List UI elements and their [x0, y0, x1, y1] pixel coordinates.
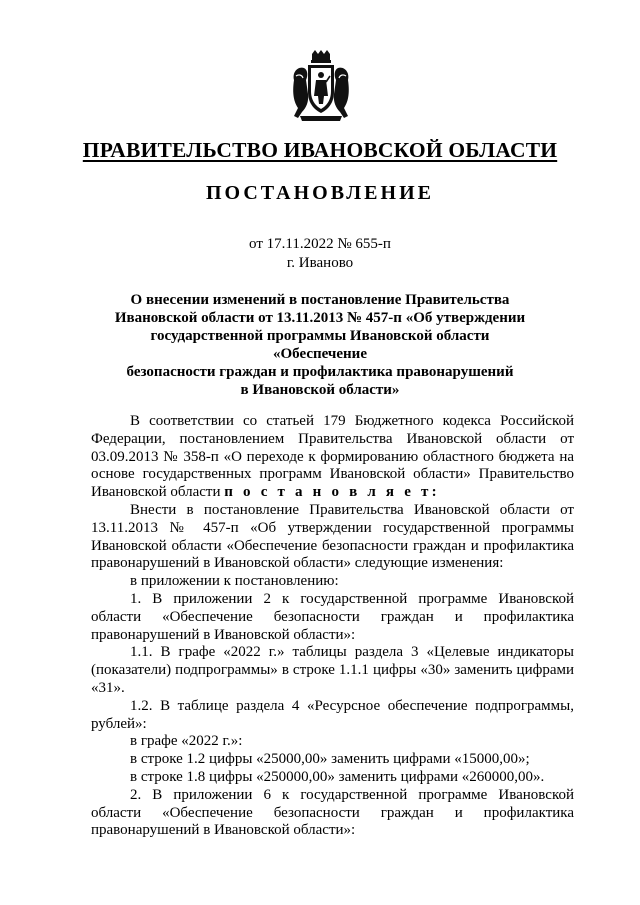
- body-paragraph: в приложении к постановлению:: [130, 573, 339, 590]
- preamble-text: В соответствии со статьей 179 Бюджетного кодекса Российской Федерации, постановлением Правительства Ивановской области от 03.09.2013 № 358-п «О переходе к формированию областного бюджета на основе государственных программ Ивановской области» Правительство Ивановской области: [91, 413, 574, 501]
- document-body: [91, 413, 574, 840]
- preamble-paragraph: [91, 413, 574, 502]
- subject-line: государственной программы Ивановской области «Обеспечение: [150, 328, 490, 362]
- document-city: г. Иваново: [286, 255, 354, 271]
- subject-line: в Ивановской области»: [240, 382, 400, 398]
- body-paragraph: в графе «2022 г.»:: [130, 733, 243, 750]
- organization-title: ПРАВИТЕЛЬСТВО ИВАНОВСКОЙ ОБЛАСТИ: [82, 138, 558, 162]
- document-type-title: ПОСТАНОВЛЕНИЕ: [206, 182, 434, 204]
- body-paragraph: 1.2. В таблице раздела 4 «Ресурсное обеспечение подпрограммы, рублей»:: [91, 697, 574, 732]
- subject-line: Ивановской области от 13.11.2013 № 457-п «Об утверждении: [114, 310, 526, 326]
- resolves-keyword: п о с т а н о в л я е т:: [224, 484, 440, 501]
- document-date-number: от 17.11.2022 № 655-п: [249, 236, 391, 252]
- document-subject: [112, 291, 528, 399]
- body-paragraph: 2. В приложении 6 к государственной программе Ивановской области «Обеспечение безопасности граждан и профилактика правонарушений в Ивановской области»:: [91, 786, 574, 839]
- ivanovo-coat-of-arms-icon: [290, 50, 352, 122]
- body-paragraph: в строке 1.8 цифры «250000,00» заменить цифрами «260000,00».: [130, 768, 545, 785]
- body-paragraph: в строке 1.2 цифры «25000,00» заменить цифрами «15000,00»;: [130, 751, 530, 768]
- body-paragraph: 1.1. В графе «2022 г.» таблицы раздела 3 «Целевые индикаторы (показатели) подпрограммы» в строке 1.1.1 цифры «30» заменить цифрами «31».: [91, 644, 574, 696]
- subject-line: О внесении изменений в постановление Правительства: [130, 292, 510, 308]
- body-paragraph: 1. В приложении 2 к государственной программе Ивановской области «Обеспечение безопасности граждан и профилактика правонарушений в Ивановской области»:: [91, 590, 574, 643]
- body-paragraph: Внести в постановление Правительства Ивановской области от 13.11.2013 № 457-п «Об утверждении государственной программы Ивановской области «Обеспечение безопасности граждан и профилактика правонарушений в Ивановской области» следующие изменения:: [91, 501, 574, 572]
- subject-line: безопасности граждан и профилактика правонарушений: [126, 364, 514, 380]
